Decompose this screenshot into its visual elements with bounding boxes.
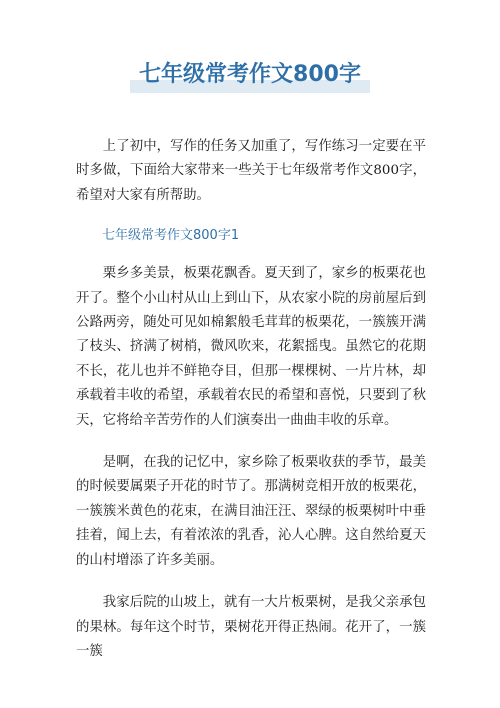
intro-paragraph: 上了初中，写作的任务又加重了，写作练习一定要在平时多做，下面给大家带来一些关于七年级常考作文800字，希望对大家有所帮助。 [76,139,426,203]
section-heading: 七年级常考作文800字1 [102,228,240,244]
body-paragraph-3: 我家后院的山坡上，就有一大片板栗树，是我父亲承包的果林。每年这个时节，栗树花开得正热闹。花开了，一簇一簇 [76,595,426,659]
article-body [76,135,426,682]
body-paragraph-1: 栗乡多美景，板栗花飘香。夏天到了，家乡的板栗花也开了。整个小山村从山上到山下，从农家小院的房前屋后到公路两旁，随处可见如棉絮般毛茸茸的板栗花，一簇簇开满了枝头、挤满了树梢，微风吹来，花絮摇曳。虽然它的花期不长，花儿也并不鲜艳夺目，但那一棵棵树、一片片林，却承载着丰收的希望，承载着农民的希望和喜悦，只要到了秋天，它将给辛苦劳作的人们演奏出一曲曲丰收的乐章。 [76,266,426,428]
body-paragraph-2: 是啊，在我的记忆中，家乡除了板栗收获的季节，最美的时候要属栗子开花的时节了。那满树竞相开放的板栗花，一簇簇米黄色的花束，在满目油汪汪、翠绿的板栗树叶中垂挂着，闻上去，有着浓浓的乳香，沁人心脾。这自然给夏天的山村增添了许多美丽。 [76,455,426,568]
page-title: 七年级常考作文800字 [139,62,361,87]
